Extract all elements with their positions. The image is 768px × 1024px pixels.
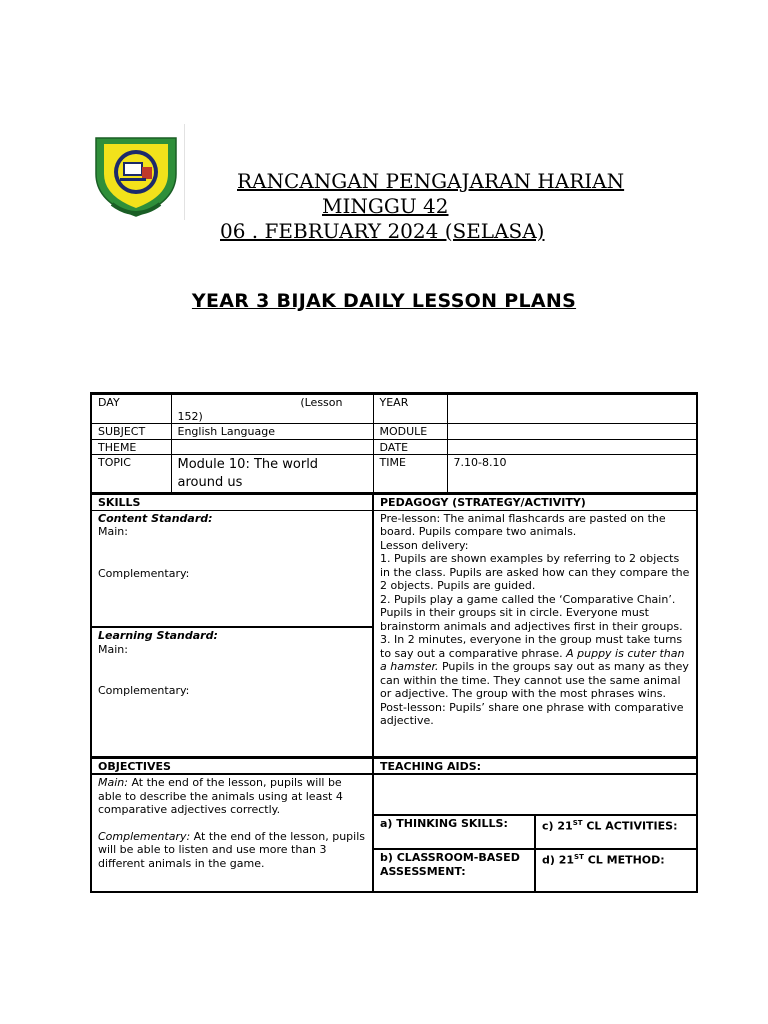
year-value [447, 394, 697, 424]
content-standard-label: Content Standard: [98, 511, 213, 525]
objective-main [98, 776, 366, 817]
lesson-plan-table [90, 392, 698, 893]
module-label: MODULE [373, 424, 447, 440]
pedagogy-lesson-delivery: Lesson delivery: [380, 538, 469, 552]
pedagogy-pre-lesson: Pre-lesson: The animal flashcards are pasted on the board. Pupils compare two animals. [380, 511, 666, 538]
cl-activities-prefix: c) 21 [542, 819, 573, 833]
cl-activities-cell [535, 815, 697, 849]
objective-complementary-text: At the end of the lesson, pupils will be able to listen and use more than 3 different animals in the game. [98, 829, 366, 870]
year-label-cell [373, 394, 447, 424]
pedagogy-step-3-example: A puppy is cuter than a hamster. [380, 646, 685, 673]
day-value-cell [171, 394, 373, 424]
objective-complementary-label: Complementary: [98, 829, 191, 843]
pedagogy-step-3-a: 3. In 2 minutes, everyone in the group must take turns to say out a comparative phrase. [380, 633, 683, 660]
content-complementary-label: Complementary: [98, 566, 190, 580]
objective-main-label: Main: [98, 776, 128, 789]
header-week: MINGGU 42 [322, 194, 449, 218]
learning-main-label: Main: [98, 642, 128, 656]
objective-complementary [98, 830, 366, 871]
assessment-cell [373, 849, 535, 892]
time-label: TIME [373, 455, 447, 494]
document-title: YEAR 3 BIJAK DAILY LESSON PLANS [191, 290, 577, 312]
thinking-skills-cell: a) THINKING SKILLS: [373, 815, 535, 849]
pedagogy-step-3 [380, 633, 690, 701]
objectives-body [91, 774, 373, 892]
learning-complementary-label: Complementary: [98, 684, 190, 697]
day-label-cell [91, 394, 171, 424]
pedagogy-body [373, 510, 697, 757]
cl-method-sup: ST [574, 853, 584, 861]
cl-method-suffix: CL METHOD: [583, 853, 665, 867]
module-value [447, 424, 697, 440]
content-standard-cell [91, 510, 373, 627]
time-value: 7.10-8.10 [447, 455, 697, 494]
lesson-number-b: 152) [177, 409, 203, 423]
day-label: DAY [98, 396, 120, 409]
logo-divider [184, 124, 185, 220]
subject-label: SUBJECT [91, 424, 171, 440]
pedagogy-step-2: 2. Pupils play a game called the ‘Comparative Chain’. Pupils in their groups sit in circle. Everyone must brainstorm animals and adjectives first in their groups. [380, 592, 683, 633]
date-value [447, 439, 697, 455]
pedagogy-step-3-c: Pupils in the groups say out as many as they can within the time. They cannot use the same animal or adjective. The group with the most phrases wins. [380, 660, 689, 700]
teaching-aids-value [373, 774, 697, 815]
lesson-number-a: (Lesson [300, 396, 343, 409]
learning-standard-cell [91, 627, 373, 757]
assessment-line-2: ASSESSMENT: [380, 864, 466, 878]
learning-standard-label: Learning Standard: [98, 629, 218, 642]
pedagogy-post-lesson: Post-lesson: Pupils’ share one phrase with comparative adjective. [380, 700, 684, 727]
cl-method-prefix: d) 21 [542, 853, 575, 867]
pedagogy-step-1: 1. Pupils are shown examples by referring to 2 objects in the class. Pupils are asked how can they compare the 2 objects. Pupils are guided. [380, 552, 690, 592]
subject-value: English Language [171, 424, 373, 440]
skills-heading: SKILLS [91, 494, 373, 511]
assessment-line-1: b) CLASSROOM-BASED [380, 851, 520, 864]
theme-value [171, 439, 373, 455]
header-date: 06 . FEBRUARY 2024 (SELASA) [220, 219, 545, 243]
objective-main-text: At the end of the lesson, pupils will be able to describe the animals using at least 4 comparative adjectives correctly. [98, 776, 343, 816]
date-label: DATE [373, 439, 447, 455]
school-logo [90, 130, 184, 220]
year-label: YEAR [379, 396, 409, 409]
cl-activities-sup: ST [572, 819, 583, 827]
theme-label: THEME [91, 439, 171, 455]
objectives-heading: OBJECTIVES [91, 757, 373, 774]
topic-value: Module 10: The world around us [171, 455, 373, 494]
content-main-label: Main: [98, 525, 128, 538]
topic-label: TOPIC [91, 455, 171, 494]
cl-activities-suffix: CL ACTIVITIES: [582, 819, 678, 833]
pedagogy-heading: PEDAGOGY (STRATEGY/ACTIVITY) [373, 494, 697, 511]
teaching-aids-heading: TEACHING AIDS: [373, 757, 697, 774]
cl-method-cell [535, 849, 697, 892]
header-title: RANCANGAN PENGAJARAN HARIAN [237, 169, 625, 193]
